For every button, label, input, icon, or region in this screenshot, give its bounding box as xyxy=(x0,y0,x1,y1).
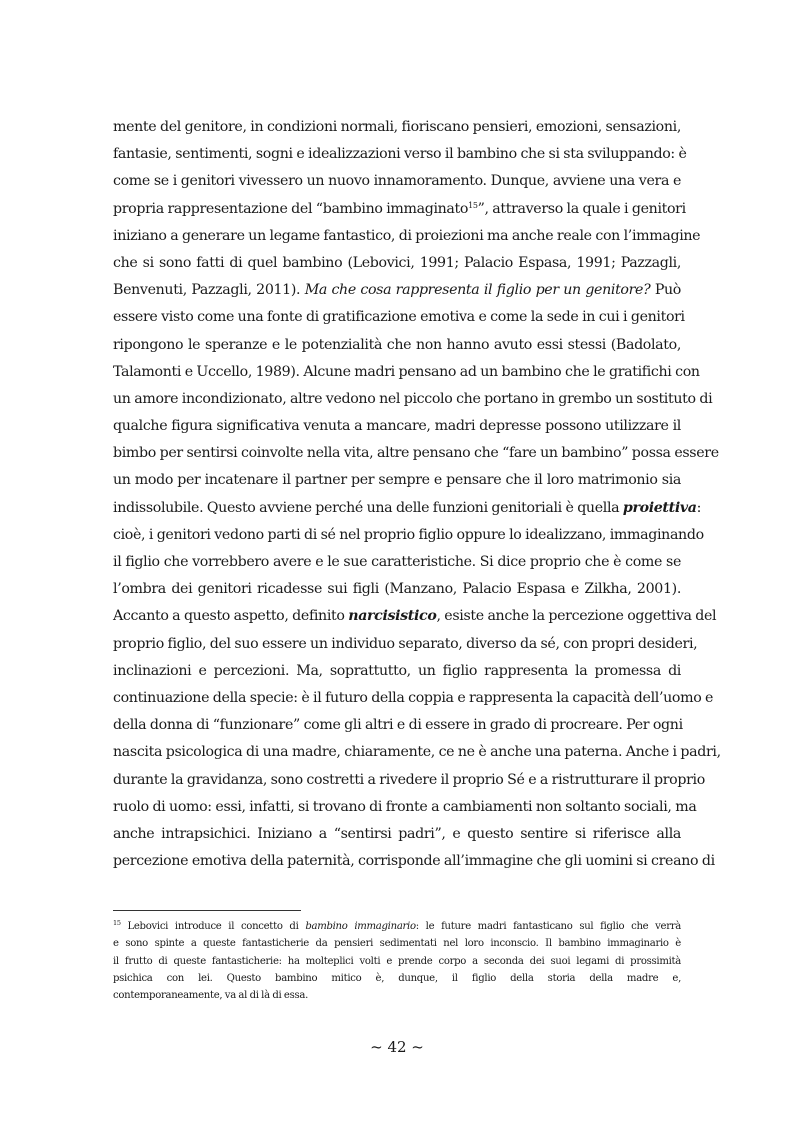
body-line: della donna di “funzionare” come gli altri e di essere in grado di procreare. Per ogni xyxy=(113,717,683,734)
body-line xyxy=(113,277,681,304)
body-line: proprio figlio, del suo essere un individuo separato, diverso da sé, con propri desideri, xyxy=(113,635,698,652)
body-line: ripongono le speranze e le potenzialità che non hanno avuto essi stessi (Badolato, xyxy=(113,336,681,353)
body-line: iniziano a generare un legame fantastico, di proiezioni ma anche reale con l’immagine xyxy=(113,227,701,244)
body-line xyxy=(113,196,686,223)
body-line: bimbo per sentirsi coinvolte nella vita, altre pensano che “fare un bambino” possa essere xyxy=(113,445,719,462)
text-run: Può xyxy=(650,282,681,299)
footnote-line: il frutto di queste fantasticherie: ha molteplici volti e prende corpo a seconda dei suoi legami di prossimità xyxy=(113,955,681,967)
body-line: il figlio che vorrebbero avere e le sue caratteristiche. Si dice proprio che è come se xyxy=(113,554,681,570)
emphasis-term: proiettiva xyxy=(622,499,697,516)
italic-question: Ma che cosa rappresenta il figlio per un genitore? xyxy=(304,282,651,299)
footnote-line: psichica con lei. Questo bambino mitico è, dunque, il figlio della storia della madre e, xyxy=(113,972,681,984)
text-run: indissolubile. Questo avviene perché una delle funzioni genitoriali è quella xyxy=(113,499,623,516)
body-line: continuazione della specie: è il futuro della coppia e rappresenta la capacità dell’uomo e xyxy=(113,689,714,706)
text-run: Lebovici introduce il concetto di xyxy=(120,921,306,932)
body-line: l’ombra dei genitori ricadesse sui figli (Manzano, Palacio Espasa e Zilkha, 2001). xyxy=(113,581,681,598)
body-line: come se i genitori vivessero un nuovo innamoramento. Dunque, avviene una vera e xyxy=(113,173,681,190)
page-number: ~ 42 ~ xyxy=(370,1038,424,1056)
body-line: che si sono fatti di quel bambino (Lebovici, 1991; Palacio Espasa, 1991; Pazzagli, xyxy=(113,254,681,271)
body-line: ruolo di uomo: essi, infatti, si trovano di fronte a cambiamenti non soltanto sociali, ma xyxy=(113,798,697,815)
text-run: ”, attraverso la quale i genitori xyxy=(477,200,686,217)
body-line: un amore incondizionato, altre vedono nel piccolo che portano in grembo un sostituto di xyxy=(113,390,713,407)
body-line: durante la gravidanza, sono costretti a rivedere il proprio Sé e a ristrutturare il proprio xyxy=(113,771,705,788)
body-line: mente del genitore, in condizioni normali, fioriscano pensieri, emozioni, sensazioni, xyxy=(113,119,681,135)
body-line: essere visto come una fonte di gratificazione emotiva e come la sede in cui i genitori xyxy=(113,309,685,326)
body-line: anche intrapsichici. Iniziano a “sentirsi padri”, e questo sentire si riferisce alla xyxy=(113,825,681,842)
body-line: cioè, i genitori vedono parti di sé nel proprio figlio oppure lo idealizzano, immaginando xyxy=(113,526,704,543)
footnote-number: 15 xyxy=(113,919,121,927)
body-line: fantasie, sentimenti, sogni e idealizzazioni verso il bambino che si sta sviluppando: è xyxy=(113,146,687,163)
footnote-line xyxy=(113,918,681,935)
body-line: qualche figura significativa venuta a mancare, madri depresse possono utilizzare il xyxy=(113,418,681,435)
footnote xyxy=(113,918,681,1004)
footnote-reference[interactable]: 15 xyxy=(468,200,478,210)
footnote-separator xyxy=(113,910,301,911)
body-line: Talamonti e Uccello, 1989). Alcune madri pensano ad un bambino che le gratifichi con xyxy=(113,363,700,380)
body-line: percezione emotiva della paternità, corrisponde all’immagine che gli uomini si creano di xyxy=(113,853,715,870)
emphasis-term: narcisistico xyxy=(348,608,437,625)
text-run: Benvenuti, Pazzagli, 2011). xyxy=(113,282,305,299)
italic-term: bambino immaginario xyxy=(305,921,416,932)
body-line: inclinazioni e percezioni. Ma, soprattutto, un figlio rappresenta la promessa di xyxy=(113,662,681,679)
body-text xyxy=(113,114,721,875)
text-run: : xyxy=(696,499,702,516)
text-run: , esiste anche la percezione oggettiva del xyxy=(436,608,717,625)
body-line xyxy=(113,603,717,630)
text-run: : le future madri fantasticano sul figlio che verrà xyxy=(415,921,681,932)
footnote-line: contemporaneamente, va al di là di essa. xyxy=(113,990,308,1002)
body-line xyxy=(113,495,702,522)
body-line: un modo per incatenare il partner per sempre e pensare che il loro matrimonio sia xyxy=(113,472,681,489)
body-line: nascita psicologica di una madre, chiaramente, ce ne è anche una paterna. Anche i padri, xyxy=(113,744,721,761)
footnote-line: e sono spinte a queste fantasticherie da pensieri sedimentati nel loro inconscio. Il bambino immaginario è xyxy=(113,938,681,950)
text-run: Accanto a questo aspetto, definito xyxy=(113,608,349,625)
text-run: propria rappresentazione del “bambino immaginato xyxy=(113,200,469,217)
